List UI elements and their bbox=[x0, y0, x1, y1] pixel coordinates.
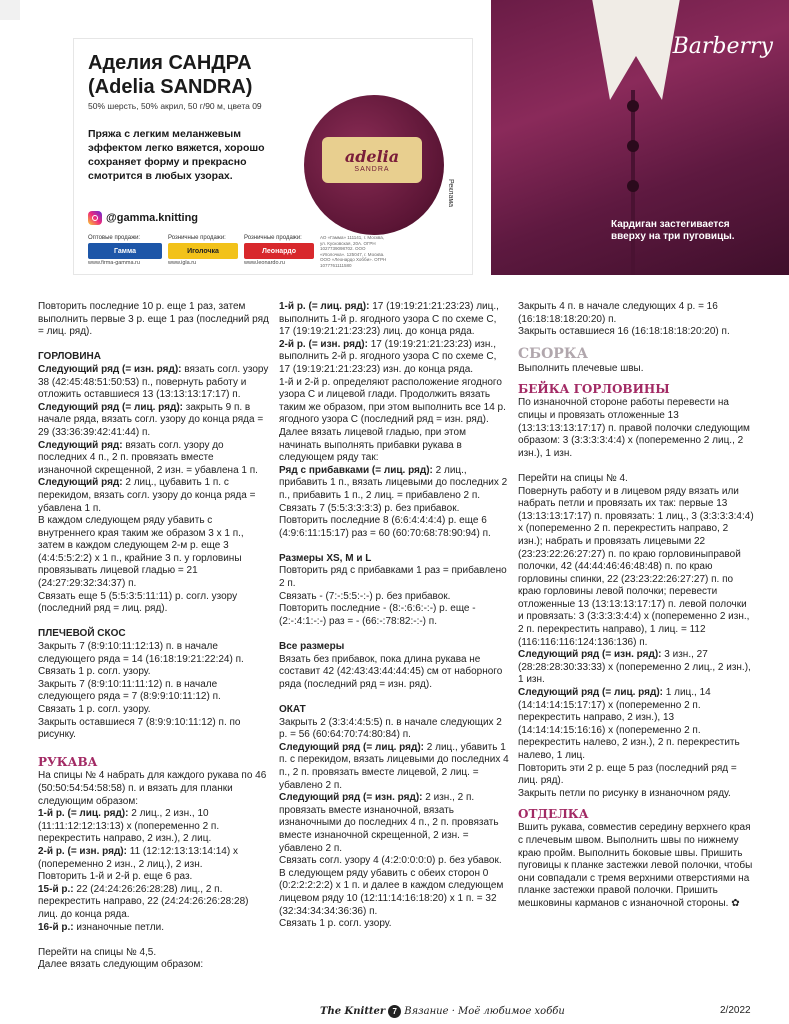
paragraph: Закрыть петли по рисунку в изнаночном ряду. bbox=[518, 787, 731, 799]
paragraph: Следующий ряд (= изн. ряд): 3 изн., 27 (28:28:28:30:33:33) х (попеременно 2 лиц., 2 изн.), 1 изн. bbox=[518, 649, 751, 686]
paragraph: Вшить рукава, совместив середину верхнего края с плечевым швом. Выполнить швы по нижнему краю пройм. Выполнить боковые швы. Пришить пуговицы к планке застежки левой полочки, чтобы они совпадали с тремя верхними отверстиями на планке застежки правой полочки. Пришить мешковины карманов с изнаночной стороны. ✿ bbox=[518, 822, 753, 909]
shop-retail: Розничные продажи: Иголочка www.igla.ru bbox=[168, 235, 238, 271]
igolochka-logo: Иголочка bbox=[168, 243, 238, 259]
ad-legal-text: АО «Гамма» 111141, г. Москва, ул. Кусковская, 20А. ОГРН 1027739098702. ООО «Иголочка». 125047, г. Москва. ООО «Леонардо Хобби». ОГРН 1077761111580 bbox=[320, 235, 387, 268]
paragraph: Повторить последние - (8:-:6:6:-:-) р. еще - (2:-:4:1:-:-) раз = - (66:-:78:82:-:-) п. bbox=[279, 603, 476, 627]
paragraph: Вязать без прибавок, пока длина рукава не составит 42 (42:43:43:44:44:45) см от наборного ряда (последний ряд = изн. ряд). bbox=[279, 653, 503, 690]
paragraph: Перейти на спицы № 4. bbox=[518, 472, 628, 484]
paragraph: Следующий ряд (= лиц. ряд): 2 лиц., убавить 1 п. с перекидом, вязать лицевыми до последних 4 п., 2 п. провязать вместе лицевой, 2 лиц. = убавлено 2 п. bbox=[279, 741, 509, 791]
ad-title: Аделия САНДРА (Adelia SANDRA) bbox=[88, 52, 253, 98]
photo-brand: Barberry bbox=[672, 34, 773, 59]
section-heading-neckband: БЕЙКА ГОРЛОВИНЫ bbox=[518, 382, 670, 397]
paragraph: Далее вязать лицевой гладью, при этом начинать выполнять прибавки рукава в следующем ряду так: bbox=[279, 426, 466, 464]
gamma-logo: Гамма bbox=[88, 243, 162, 259]
paragraph: Закрыть 2 (3:3:4:4:5:5) п. в начале следующих 2 р. = 56 (60:64:70:74:80:84) п. bbox=[279, 716, 502, 741]
subheading-sizes: Размеры XS, M и L bbox=[279, 552, 372, 564]
paragraph: Повторить последние 10 р. еще 1 раз, затем выполнить первые 3 р. еще 1 раз (последний ряд = лиц. ряд). bbox=[38, 301, 269, 338]
shop-url[interactable]: www.firma-gamma.ru bbox=[88, 260, 140, 266]
ad-description: Пряжа с легким меланжевым эффектом легко вяжется, хорошо сохраняет форму и прекрасно смотрится в любых узорах. bbox=[88, 128, 265, 182]
photo-caption: Кардиган застегивается вверху на три пуговицы. bbox=[611, 219, 735, 242]
paragraph: Связать еще 5 (5:5:3:5:11:11) р. согл. узору (последний ряд = лиц. ряд). bbox=[38, 590, 238, 615]
shop-wholesale: Оптовые продажи: Гамма www.firma-gamma.ru bbox=[88, 235, 162, 271]
ad-marker: Реклама bbox=[447, 179, 454, 208]
end-mark-icon: ✿ bbox=[731, 897, 740, 909]
paragraph: Закрыть 7 (8:9:10:11:12:13) п. в начале следующего ряда = 14 (16:18:19:21:22:24) п. bbox=[38, 641, 244, 665]
paragraph: Повторить 1-й и 2-й р. еще 6 раз. bbox=[38, 871, 193, 883]
instagram-icon bbox=[88, 211, 102, 225]
yarn-ball-image bbox=[304, 95, 444, 235]
issue-number: 2/2022 bbox=[720, 1005, 751, 1016]
paragraph: Связать 7 (5:5:3:3:3:3) р. без прибавок. bbox=[279, 502, 460, 514]
paragraph: 2-й р. (= изн. ряд): 11 (12:12:13:13:14:14) х (попеременно 2 изн., 2 лиц.), 2 изн. bbox=[38, 845, 238, 870]
paragraph: Повернуть работу и в лицевом ряду вязать или набрать петли и провязать их так: первые 13 (13:13:13:17:17) п. провязать: 1 лиц., 3 (3:3:3:3:4:4) х (попеременно 2 п. перекрестить направо, 2 изн.); набрать и провязать лицевыми 22 (23:23:22:26:27:27) п. по краю горловиныправой полочки, 42 (44:44:46:46:48:48) п. по краю горловины спинки, 22 (23:23:22:26:27:27) п. по краю горловины левой полочки; перевести отложенные 13 (13:13:13:17:17) п. левой полочки и провязать: 3 (3:3:3:3:4:4) х (попеременно 2 изн., 2 п. перекрестить направо), 1 лиц. = 112 (116:116:116:124:136:136) п. bbox=[518, 485, 754, 648]
shop-url[interactable]: www.leonardo.ru bbox=[244, 260, 285, 266]
paragraph: Повторить последние 8 (6:6:4:4:4:4) р. еще 6 (4:9:6:11:15:17) раз = 60 (60:70:68:78:90:94) п. bbox=[279, 515, 491, 539]
leonardo-logo: Леонардо bbox=[244, 243, 314, 259]
paragraph: Закрыть оставшиеся 16 (16:18:18:18:20:20) п. bbox=[518, 326, 730, 338]
page-number: 7 bbox=[388, 1005, 401, 1018]
corner-mark bbox=[0, 0, 20, 20]
paragraph: По изнаночной стороне работы перевести на спицы и провязать отложенные 13 (13:13:13:13:17:17) п. правой полочки следующим образом: 3 (3:3:3:3:4:4) х (попеременно 2 лиц., 2 изн.), 1 изн. bbox=[518, 397, 750, 459]
paragraph: Выполнить плечевые швы. bbox=[518, 362, 644, 374]
paragraph: Связать 1 р. согл. узору. bbox=[38, 666, 151, 678]
text-column-3 bbox=[518, 301, 754, 911]
paragraph: Следующий ряд (= лиц. ряд): закрыть 9 п. в начале ряда, вязать согл. узору до конца ряда = 29 (33:36:39:42:41:44) п. bbox=[38, 401, 264, 438]
paragraph: Закрыть 7 (8:9:10:11:11:12) п. в начале следующего ряда = 7 (8:9:9:10:11:12) п. bbox=[38, 678, 221, 703]
paragraph: Следующий ряд (= изн. ряд): 2 изн., 2 п. провязать вместе изнаночной, вязать изнаночными до последних 4 п., 2 п. провязать вместе изнаночной скрещенной, 2 изн. = убавлено 2 п. bbox=[279, 792, 499, 854]
shop-retail-2: Розничные продажи: Леонардо www.leonardo.ru bbox=[244, 235, 314, 271]
footer-brand-line: The Knitter 7 Вязание · Моё любимое хобби bbox=[320, 1006, 565, 1017]
button-icon bbox=[627, 180, 639, 192]
paragraph: Ряд с прибавками (= лиц. ряд): 2 лиц., прибавить 1 п., вязать лицевыми до последних 2 п., прибавить 1 п., 2 лиц. = прибавлено 2 п. bbox=[279, 464, 508, 501]
paragraph: Перейти на спицы № 4,5. bbox=[38, 946, 157, 958]
section-heading-finishing: ОТДЕЛКА bbox=[518, 807, 589, 822]
section-heading-assembly: СБОРКА bbox=[518, 345, 588, 362]
paragraph: На спицы № 4 набрать для каждого рукава по 46 (50:50:54:54:58:58) п. и вязать для планки следующим образом: bbox=[38, 770, 267, 807]
shop-url[interactable]: www.igla.ru bbox=[168, 260, 197, 266]
subheading-okat: ОКАТ bbox=[279, 704, 306, 715]
paragraph: Следующий ряд: 2 лиц., цубавить 1 п. с перекидом, вязать согл. узору до конца ряда = убавлена 1 п. bbox=[38, 477, 256, 514]
ad-shops bbox=[88, 235, 460, 271]
section-heading-neck: ГОРЛОВИНА bbox=[38, 351, 102, 363]
paragraph: Связать 1 р. согл. узору. bbox=[38, 704, 151, 715]
paragraph: Связать согл. узору 4 (4:2:0:0:0:0) р. без убавок. bbox=[279, 855, 502, 867]
paragraph: В каждом следующем ряду убавить с внутреннего края таким же образом 3 х 1 п., затем в каждом следующем 2-м р. еще 3 (4:4:5:5:2:2) х 1 п., крайние 3 п. у горловины провязывать лицевой гладью = 21 (24:27:29:32:34:37) п. bbox=[38, 515, 244, 590]
paragraph: Следующий ряд (= лиц. ряд): 1 лиц., 14 (14:14:14:15:17:17) х (попеременно 2 п. перекрестить направо, 2 изн.), 13 (14:14:14:15:16:16) х (попеременно 2 п. перекрестить налево, 2 изн.), 2 п. перекрестить налево, 1 лиц. bbox=[518, 687, 740, 761]
paragraph: 1-й и 2-й р. определяют расположение ягодного узора С и лицевой глади. Продолжить вязать таким же образом, при этом выполнить все 14 р. ягодного узора С (последний ряд = изн. ряд). bbox=[279, 376, 506, 426]
section-heading-sleeves: РУКАВА bbox=[38, 755, 98, 770]
yarn-label: adelia SANDRA bbox=[322, 137, 422, 183]
paragraph: Связать - (7:-:5:5:-:-) р. без прибавок. bbox=[279, 590, 451, 602]
button-icon bbox=[627, 100, 639, 112]
paragraph: 15-й р.: 22 (24:24:26:26:28:28) лиц., 2 п. перекрестить направо, 22 (24:24:26:26:28:28) лиц. до конца ряда. bbox=[38, 883, 249, 920]
paragraph: В следующем ряду убавить с обеих сторон 0 (0:2:2:2:2:2) х 1 п. и далее в каждом следующем лицевом ряду 10 (12:11:14:16:18:20) х 1 п. = 32 (32:34:34:34:36:36) п. bbox=[279, 867, 504, 917]
cardigan-photo bbox=[491, 0, 789, 275]
paragraph: Повторить ряд с прибавками 1 раз = прибавлено 2 п. bbox=[279, 565, 507, 590]
paragraph: Связать 1 р. согл. узору. bbox=[279, 918, 392, 930]
paragraph: Следующий ряд: вязать согл. узору до последних 4 п., 2 п. провязать вместе изнаночной скрещенной, 2 изн. = убавлена 1 п. bbox=[38, 439, 258, 476]
text-column-1 bbox=[38, 301, 270, 972]
ad-instagram[interactable]: @gamma.knitting bbox=[88, 211, 198, 225]
subheading-all-sizes: Все размеры bbox=[279, 641, 345, 653]
ad-specs: 50% шерсть, 50% акрил, 50 г/90 м, цвета 09 bbox=[88, 101, 262, 111]
page-footer bbox=[0, 1005, 789, 1019]
paragraph: 2-й р. (= изн. ряд): 17 (19:19:21:21:23:23) изн., выполнить 2-й р. ягодного узора С по схеме С, 17 (19:19:21:21:23:23) изн. до конца ряда. bbox=[279, 338, 497, 375]
paragraph: Закрыть оставшиеся 7 (8:9:9:10:11:12) п. по рисунку. bbox=[38, 716, 241, 741]
paragraph: Далее вязать следующим образом: bbox=[38, 959, 204, 971]
button-icon bbox=[627, 140, 639, 152]
paragraph: 1-й р. (= лиц. ряд): 17 (19:19:21:21:23:23) лиц., выполнить 1-й р. ягодного узора С по схеме С, 17 (19:19:21:21:23:23) лиц. до конца ряда. bbox=[279, 301, 499, 338]
yarn-advertisement bbox=[73, 38, 473, 275]
paragraph: Следующий ряд (= изн. ряд): вязать согл. узору 38 (42:45:48:51:50:53) п., повернуть работу и отложить оставшиеся 13 (13:13:13:17:17) п. bbox=[38, 363, 269, 401]
paragraph: Повторить эти 2 р. еще 5 раз (последний ряд = лиц. ряд). bbox=[518, 762, 737, 787]
text-column-2 bbox=[279, 301, 509, 931]
paragraph: 16-й р.: изнаночные петли. bbox=[38, 921, 164, 933]
paragraph: Закрыть 4 п. в начале следующих 4 р. = 16 (16:18:18:18:20:20) п. bbox=[518, 301, 718, 325]
paragraph: 1-й р. (= лиц. ряд): 2 лиц., 2 изн., 10 (11:11:12:12:13:13) х (попеременно 2 п. перекрестить направо, 2 изн.), 2 лиц. bbox=[38, 808, 220, 845]
section-heading-shoulder: ПЛЕЧЕВОЙ СКОС bbox=[38, 628, 126, 640]
